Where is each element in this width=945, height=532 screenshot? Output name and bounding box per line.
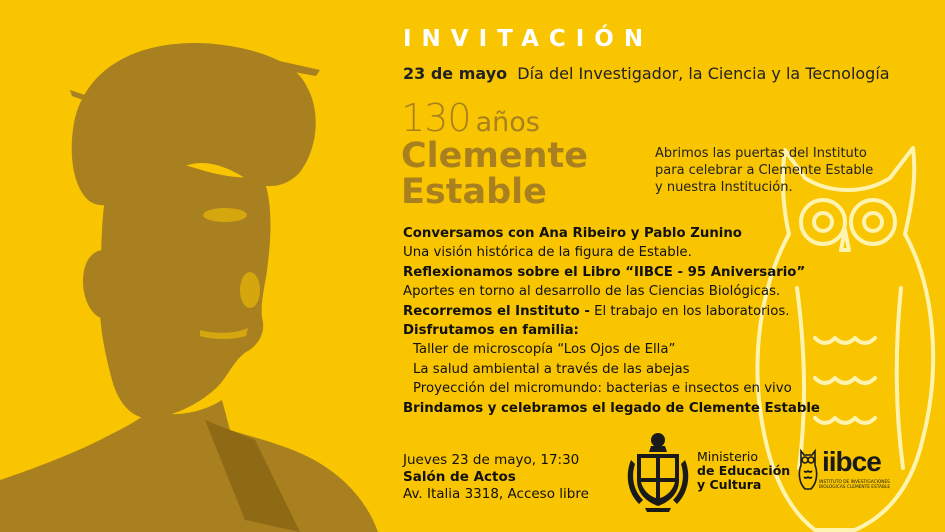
- uruguay-crest-icon: [625, 430, 691, 512]
- ministry-logo-text: [697, 450, 790, 492]
- ministry-line: Ministerio: [697, 449, 759, 464]
- program-subitem: La salud ambiental a través de las abejas: [413, 361, 690, 377]
- iibce-wordmark: iibce: [822, 446, 881, 477]
- venue-address: Av. Italia 3318, Acceso libre: [403, 486, 589, 502]
- program-item-text: El trabajo en los laboratorios.: [589, 303, 790, 319]
- program-item-text: Aportes en torno al desarrollo de las Ciencias Biológicas.: [403, 284, 781, 300]
- program-item-title: Disfrutamos en familia:: [403, 323, 579, 339]
- date-bold: 23 de mayo: [403, 64, 508, 83]
- intro-line: para celebrar a Clemente Estable: [655, 163, 874, 178]
- program-item-title: Brindamos y celebramos el legado de Clemente Estable: [403, 400, 820, 416]
- ministry-line: y Cultura: [697, 477, 762, 492]
- iibce-owl-icon: [797, 445, 819, 491]
- program-subitem: Proyección del micromundo: bacterias e insectos en vivo: [413, 381, 792, 397]
- ministry-line: de Educación: [697, 463, 791, 478]
- venue-place: Salón de Actos: [403, 469, 516, 485]
- person-name: [401, 138, 588, 210]
- iibce-subtitle-line: INSTITUTO DE INVESTIGACIONES: [819, 480, 890, 485]
- intro-text: [655, 145, 925, 196]
- program-item-title: Conversamos con Ana Ribeiro y Pablo Zunino: [403, 226, 742, 241]
- anniversary-heading: [401, 96, 540, 140]
- date-line: [403, 64, 890, 83]
- invitation-title: INVITACIÓN: [403, 26, 654, 52]
- iibce-logo: [797, 445, 907, 501]
- iibce-subtitle: [819, 480, 909, 490]
- anniversary-word: años: [475, 107, 540, 138]
- intro-line: Abrimos las puertas del Instituto: [655, 146, 867, 161]
- program-item-text: Una visión histórica de la figura de Estable.: [403, 245, 692, 261]
- program-item-title: Recorremos el Instituto -: [403, 303, 590, 319]
- iibce-subtitle-line: BIOLÓGICAS CLEMENTE ESTABLE: [819, 485, 891, 490]
- venue-when: Jueves 23 de mayo, 17:30: [403, 452, 580, 468]
- program-list: [403, 224, 820, 418]
- date-description: Día del Investigador, la Ciencia y la Tecnología: [517, 64, 890, 83]
- program-subitem: Taller de microscopía “Los Ojos de Ella”: [413, 342, 676, 358]
- intro-line: y nuestra Institución.: [655, 180, 793, 195]
- program-item-3: [403, 302, 820, 321]
- venue-info: [403, 452, 589, 503]
- person-first-name: Clemente: [401, 136, 589, 176]
- anniversary-number: 130: [401, 96, 471, 140]
- program-item-title: Reflexionamos sobre el Libro “IIBCE - 95 Aniversario”: [403, 264, 806, 280]
- portrait-image: [0, 0, 420, 532]
- person-last-name: Estable: [401, 172, 547, 212]
